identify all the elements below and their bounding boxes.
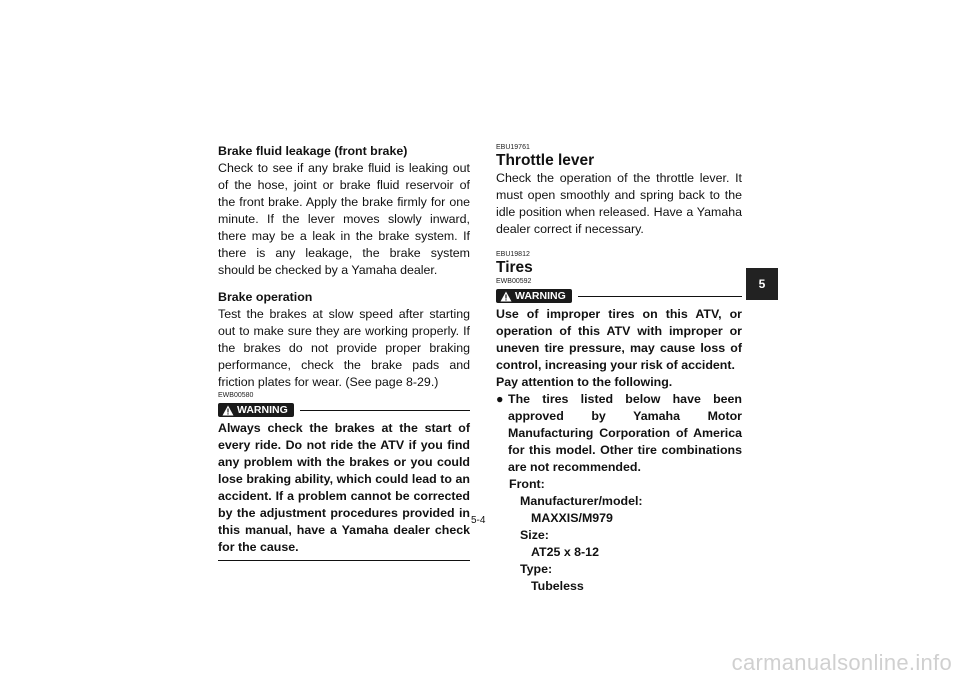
manufacturer-value: MAXXIS/M979 (531, 511, 613, 525)
right-column (496, 143, 742, 595)
fluid-leakage-text: Check to see if any brake fluid is leaking out of the hose, joint or brake fluid reservoir of the front brake. Apply the brake firmly for one minute. If the lever moves slowly inward, there may be a leak in the brake system. If there is any leakage, the brake system should be checked by a Yamaha dealer. (218, 161, 470, 277)
warning-triangle-icon (500, 291, 512, 302)
tires-code: EBU19812 (496, 251, 530, 258)
chapter-tab: 5 (746, 268, 778, 300)
watermark: carmanualsonline.info (731, 650, 952, 675)
throttle-text: Check the operation of the throttle lever. It must open smoothly and spring back to the idle position when released. Have a Yamaha dealer correct if necessary. (496, 171, 742, 236)
tires-warning-header (496, 287, 742, 305)
bullet-dot-icon: ● (496, 392, 504, 406)
tires-warning-rule (578, 296, 742, 297)
page-number: 5-4 (471, 515, 486, 526)
tires-warning-code: EWB00592 (496, 278, 532, 285)
throttle-heading: Throttle lever (496, 152, 595, 169)
throttle-code: EBU19761 (496, 144, 530, 151)
brake-operation-heading: Brake operation (218, 290, 313, 304)
warning-end-rule (218, 560, 470, 561)
warning-label: WARNING (237, 404, 288, 416)
warning-text: Always check the brakes at the start of every ride. Do not ride the ATV if you find any problem with the brakes or you could lose braking ability, which could lead to an accident. If a problem cannot be corrected by the adjustment procedures provided in this manual, have a Yamaha dealer check for the cause. (218, 421, 470, 554)
front-label: Front: (509, 477, 545, 491)
warning-code: EWB00580 (218, 392, 254, 399)
warning-rule (300, 410, 470, 411)
brake-operation-text: Test the brakes at slow speed after starting out to make sure they are working properly. If the brakes do not provide proper braking performance, check the brake pads and friction plates for wear. (See page 8-29.) (218, 307, 470, 389)
warning-header (218, 401, 470, 419)
manufacturer-label: Manufacturer/model: (520, 494, 643, 508)
tires-heading: Tires (496, 259, 533, 276)
attention-text: Pay attention to the following. (496, 375, 673, 389)
warning-triangle-icon (222, 405, 234, 416)
type-label: Type: (520, 562, 553, 576)
tires-warning-label: WARNING (515, 290, 566, 302)
type-value: Tubeless (531, 579, 584, 593)
bullet-text: The tires listed below have been approved by Yamaha Motor Manufacturing Corporation of America for this model. Other tire combinations are not recommended. (508, 392, 742, 474)
tires-warning-text: Use of improper tires on this ATV, or operation of this ATV with improper or uneven tire pressure, may cause loss of control, increasing your risk of accident. (496, 307, 742, 372)
list-item (496, 391, 742, 476)
size-value: AT25 x 8-12 (531, 545, 599, 559)
left-column (218, 143, 470, 561)
fluid-leakage-heading: Brake fluid leakage (front brake) (218, 144, 408, 158)
warning-badge (218, 403, 294, 417)
size-label: Size: (520, 528, 549, 542)
tires-warning-badge (496, 289, 572, 303)
